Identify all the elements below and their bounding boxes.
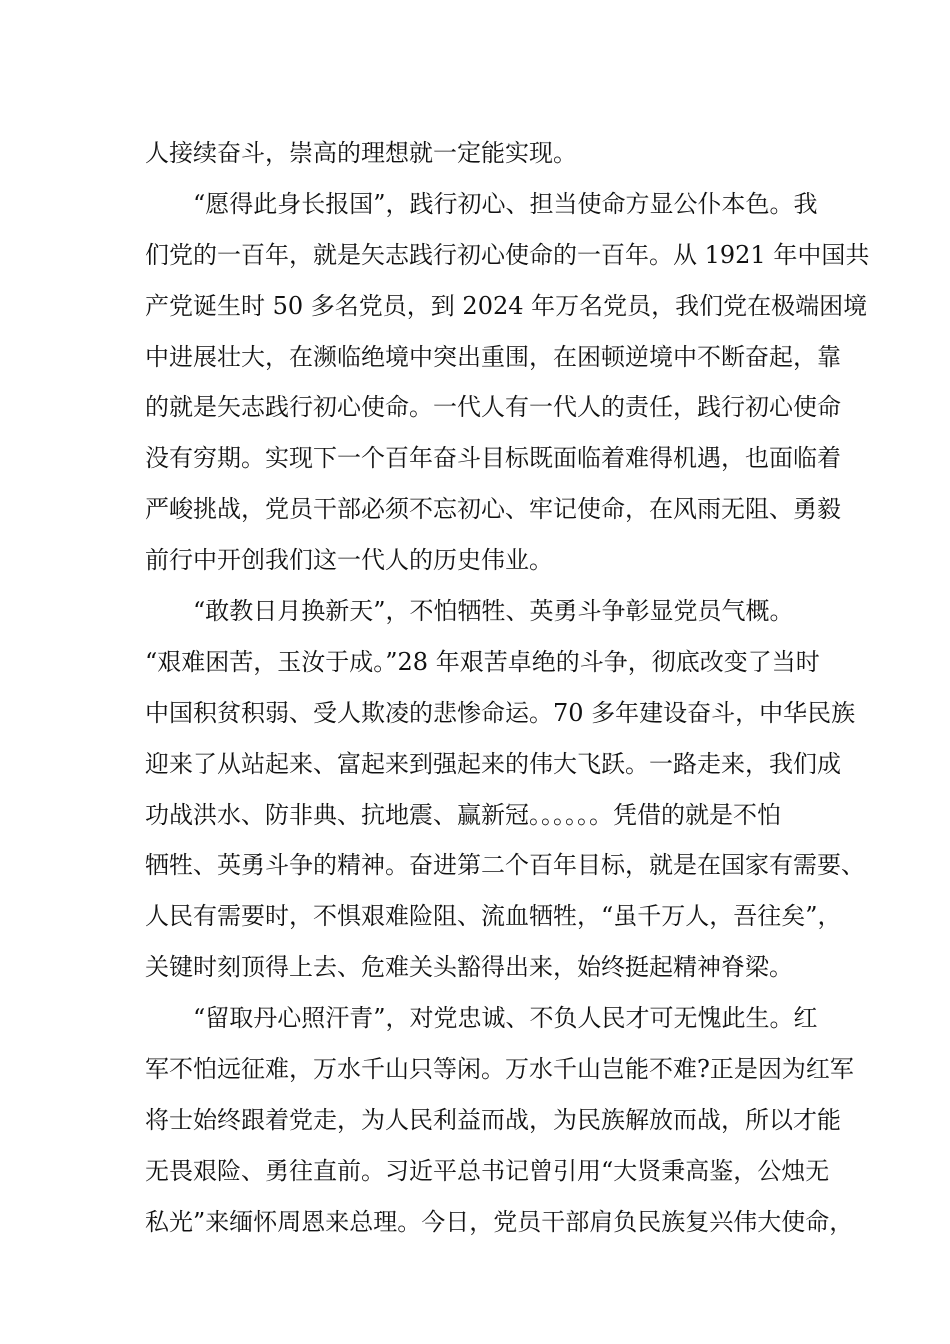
text-line: 产党诞生时 50 多名党员，到 2024 年万名党员，我们党在极端困境 [145,291,868,320]
text-line: 军不怕远征难，万水千山只等闲。万水千山岂能不难?正是因为红军 [145,1055,854,1084]
text-line: 前行中开创我们这一代人的历史伟业。 [145,546,553,575]
text-line: 功战洪水、防非典、抗地震、赢新冠。。。。。。凭借的就是不怕 [145,800,781,829]
text-line: 人民有需要时，不惧艰难险阻、流血牺牲，“虽千万人，吾往矣”， [145,902,842,931]
paragraph-start-line: “愿得此身长报国”，践行初心、担当使命方显公仆本色。我 [193,189,818,218]
text-line: 没有穷期。实现下一个百年奋斗目标既面临着难得机遇，也面临着 [145,444,841,473]
paragraph-start-line: “敢教日月换新天”，不怕牺牲、英勇斗争彰显党员气概。 [193,597,794,626]
text-line: 将士始终跟着党走，为人民利益而战，为民族解放而战，所以才能 [145,1105,841,1134]
text-line: 私光”来缅怀周恩来总理。今日，党员干部肩负民族复兴伟大使命， [145,1207,854,1236]
text-line: 人接续奋斗，崇高的理想就一定能实现。 [145,139,577,167]
text-line: 中进展壮大，在濒临绝境中突出重围，在困顿逆境中不断奋起，靠 [145,342,841,371]
text-line: 严峻挑战，党员干部必须不忘初心、牢记使命，在风雨无阻、勇毅 [145,495,841,524]
text-line: 牺牲、英勇斗争的精神。奋进第二个百年目标，就是在国家有需要、 [145,851,865,880]
text-line: 中国积贫积弱、受人欺凌的悲惨命运。70 多年建设奋斗，中华民族 [145,698,856,727]
text-line: 们党的一百年，就是矢志践行初心使命的一百年。从 1921 年中国共 [145,240,870,269]
body-text [145,128,870,1248]
text-line: “艰难困苦，玉汝于成。”28 年艰苦卓绝的斗争，彻底改变了当时 [145,647,820,676]
text-line: 无畏艰险、勇往直前。习近平总书记曾引用“大贤秉高鉴，公烛无 [145,1156,830,1185]
paragraph-start-line: “留取丹心照汗青”，对党忠诚、不负人民才可无愧此生。红 [193,1004,818,1033]
text-line: 的就是矢志践行初心使命。一代人有一代人的责任，践行初心使命 [145,393,841,422]
text-line: 迎来了从站起来、富起来到强起来的伟大飞跃。一路走来，我们成 [145,749,841,778]
text-line: 关键时刻顶得上去、危难关头豁得出来，始终挺起精神脊梁。 [145,953,793,982]
